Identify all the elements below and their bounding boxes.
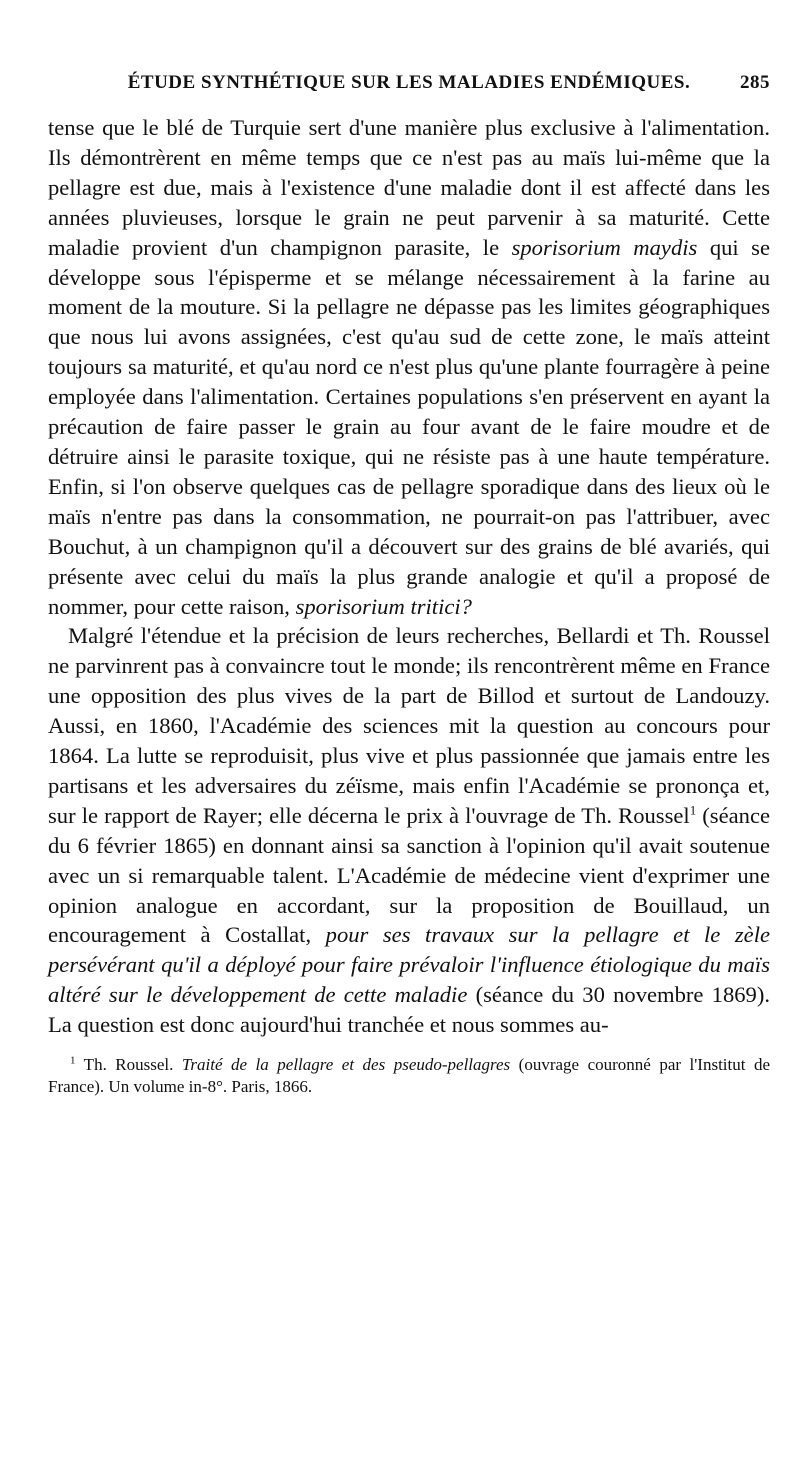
paragraph-2 [48, 621, 770, 1040]
running-title: ÉTUDE SYNTHÉTIQUE SUR LES MALADIES ENDÉMIQUES. [127, 72, 691, 93]
paragraph-1-text-2: qui se développe sous l'épisperme et se mélange nécessairement à la farine au moment de la mouture. Si la pellagre ne dépasse pas les limites géographiques que nous lui avons assignées, c'est qu'au sud de cette zone, le maïs atteint toujours sa maturité, et qu'au nord ce n'est plus qu'une plante fourragère à peine employée dans l'alimentation. Certaines populations s'en préservent en ayant la précaution de faire passer le grain au four avant de le faire moudre et de détruire ainsi le parasite toxique, qui ne résiste pas à une haute température. Enfin, si l'on observe quelques cas de pellagre sporadique dans des lieux où le maïs n'entre pas dans la consommation, ne pourrait-on pas l'attribuer, avec Bouchut, à un champignon qu'il a découvert sur des grains de blé avariés, qui présente avec celui du maïs la plus grande analogie et qu'il a proposé de nommer, pour cette raison, [48, 234, 770, 619]
running-header [48, 60, 770, 100]
footnote [48, 1054, 770, 1098]
paragraph-2-text-2: (séance du 6 février 1865) en donnant ainsi sa sanction à l'opinion qu'il avait soutenue avec un si remarquable talent. L'Académie de médecine vient d'exprimer une opinion analogue en accordant, sur la proposition de Bouillaud, un encouragement à Costallat, [48, 802, 771, 948]
footnote-text-2: (ouvrage couronné par l'Institut de France). Un volume in-8°. Paris, 1866. [48, 1055, 771, 1097]
footnote-text-1: Th. Roussel. [75, 1055, 182, 1075]
paragraph-1 [48, 113, 770, 621]
body-text [48, 113, 770, 1040]
award-citation: pour ses travaux sur la pellagre et le zèle persévérant qu'il a déployé pour faire prévaloir l'influence étiologique du maïs altéré sur le développement de cette maladie [48, 922, 770, 1008]
term-sporisorium-maydis: sporisorium maydis [511, 234, 698, 260]
term-sporisorium-tritici: sporisorium tritici? [295, 593, 472, 619]
paragraph-1-text-1: tense que le blé de Turquie sert d'une manière plus exclusive à l'alimentation. Ils démontrèrent en même temps que ce n'est pas au maïs lui-même que la pellagre est due, mais à l'existence d'une maladie dont il est affecté dans les années pluvieuses, lorsque le grain ne peut parvenir à sa maturité. Cette maladie provient d'un champignon parasite, le [48, 115, 770, 260]
book-page [48, 60, 770, 1098]
footnote-mark: 1 [70, 1054, 76, 1067]
page-number: 285 [740, 72, 770, 93]
paragraph-2-text-1: Malgré l'étendue et la précision de leurs recherches, Bellardi et Th. Roussel ne parvinrent pas à convaincre tout le monde; ils rencontrèrent même en France une opposition des plus vives de la part de Billod et surtout de Landouzy. Aussi, en 1860, l'Académie des sciences mit la question au concours pour 1864. La lutte se reproduisit, plus vive et plus passionnée que jamais entre les partisans et les adversaires du zéïsme, mais enfin l'Académie se prononça et, sur le rapport de Rayer; elle décerna le prix à l'ouvrage de Th. Roussel [48, 623, 770, 828]
paragraph-2-text-3: (séance du 30 novembre 1869). La question est donc aujourd'hui tranchée et nous sommes au- [48, 982, 771, 1038]
footnote-book-title: Traité de la pellagre et des pseudo-pellagres [181, 1055, 511, 1075]
footnote-reference: 1 [689, 802, 697, 818]
